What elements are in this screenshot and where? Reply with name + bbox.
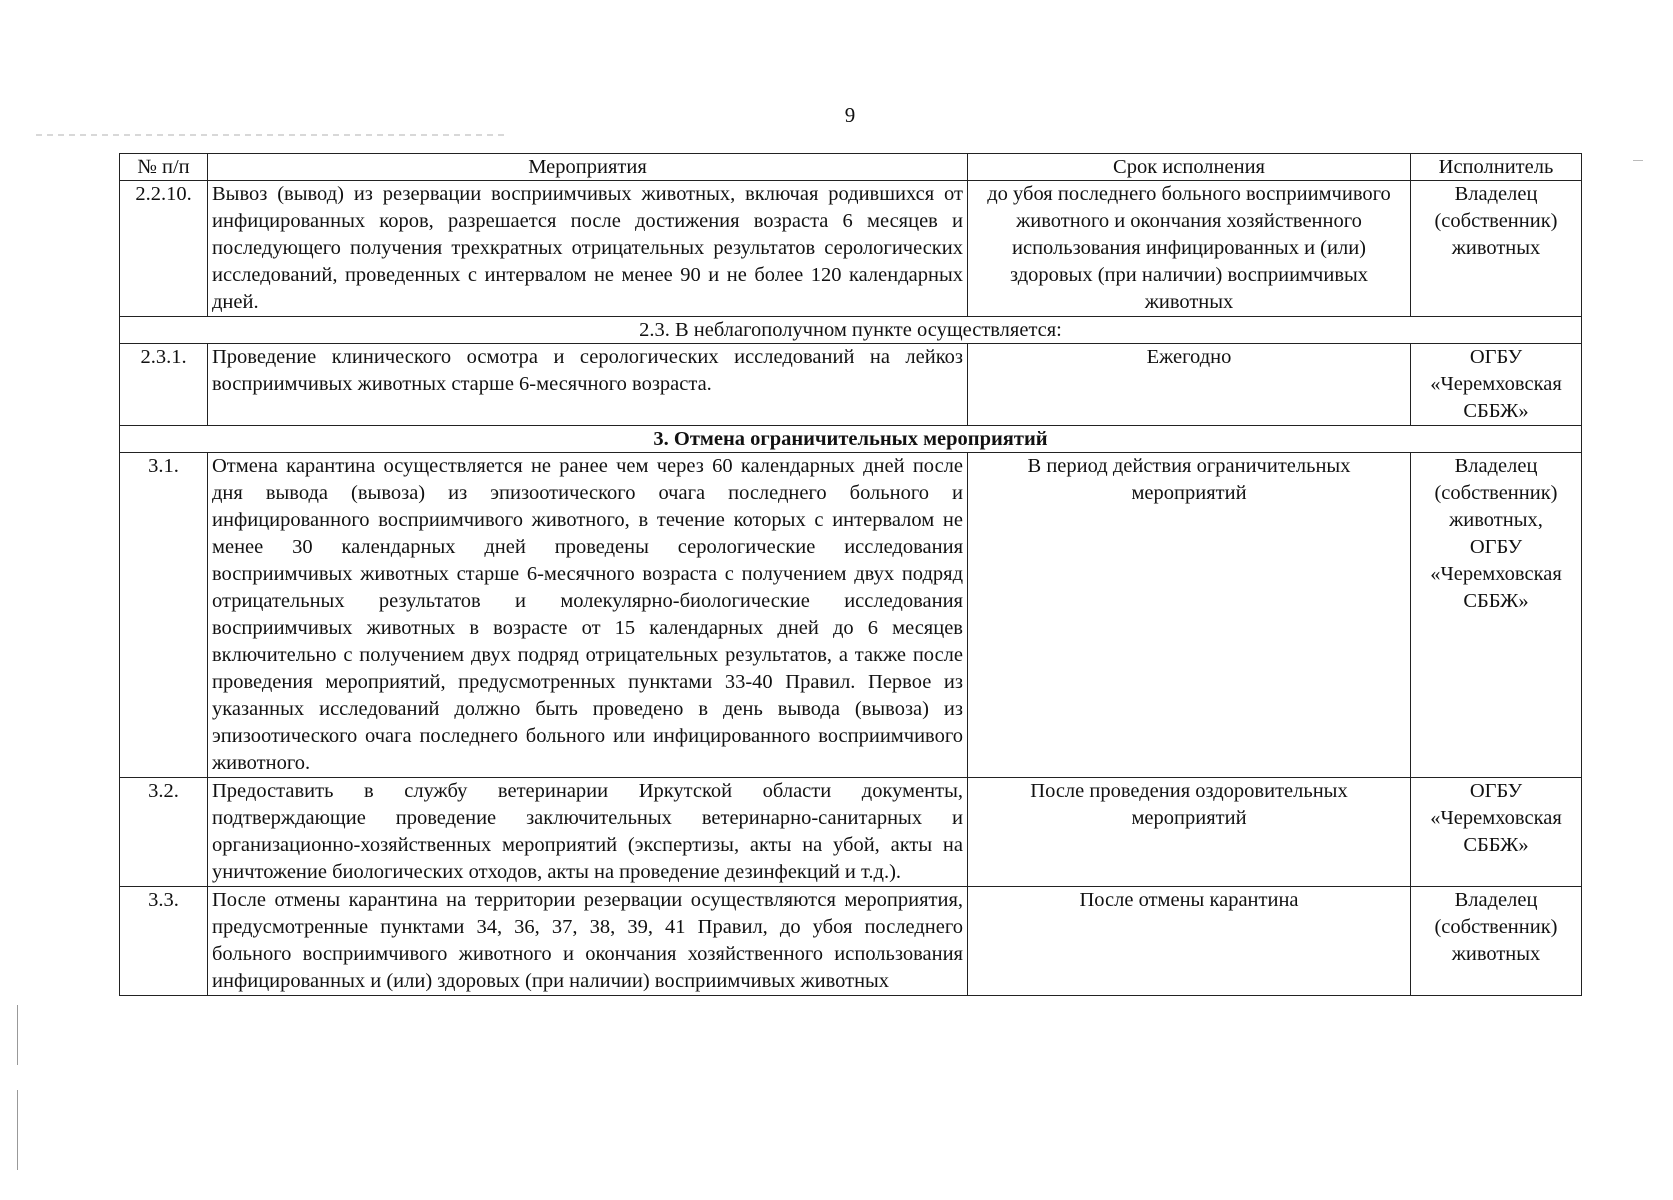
section-row bbox=[120, 317, 1582, 344]
item-term: После отмены карантина bbox=[968, 887, 1411, 996]
executor-line: животных, bbox=[1449, 509, 1543, 531]
section-row bbox=[120, 426, 1582, 453]
table-row bbox=[120, 344, 1582, 426]
item-term: После проведения оздоровительных мероприятий bbox=[968, 778, 1411, 887]
executor-line: животных bbox=[1451, 943, 1541, 965]
table-row bbox=[120, 453, 1582, 778]
item-term: до убоя последнего больного восприимчивого животного и окончания хозяйственного использования инфицированных и (или) здоровых (при наличии) восприимчивых животных bbox=[968, 181, 1411, 317]
executor-line: Владелец bbox=[1454, 183, 1538, 205]
table-row bbox=[120, 887, 1582, 996]
item-number: 3.1. bbox=[120, 453, 208, 778]
executor-line: СББЖ» bbox=[1463, 400, 1529, 422]
item-activity: Предоставить в службу ветеринарии Иркутской области документы, подтверждающие проведение заключительных ветеринарно-санитарных и организационно-хозяйственных мероприятий (экспертизы, акты на убой, акты на уничтожение биологических отходов, акты на проведение дезинфекций и т.д.). bbox=[208, 778, 968, 887]
item-number: 3.2. bbox=[120, 778, 208, 887]
executor-line: «Черемховская bbox=[1430, 807, 1562, 829]
scan-edge-mark bbox=[17, 1005, 18, 1065]
executor-line: ОГБУ bbox=[1469, 536, 1523, 558]
executor-line: (собственник) bbox=[1434, 916, 1558, 938]
measures-table bbox=[119, 153, 1582, 996]
item-executor bbox=[1411, 453, 1582, 778]
item-activity: Отмена карантина осуществляется не ранее чем через 60 календарных дней после дня вывода (вывоза) из эпизоотического очага последнего больного и инфицированного восприимчивого животного, в течение которых с интервалом не менее 30 календарных дней проведены серологические исследования восприимчивых животных старше 6-месячного возраста с получением двух подряд отрицательных результатов и молекулярно-биологические исследования восприимчивых животных в возрасте от 15 календарных дней до 6 месяцев включительно с получением двух подряд отрицательных результатов, а также после проведения мероприятий, предусмотренных пунктами 33-40 Правил. Первое из указанных исследований должно быть проведено в день вывода (вывоза) из эпизоотического очага последнего больного или инфицированного восприимчивого животного. bbox=[208, 453, 968, 778]
item-executor bbox=[1411, 887, 1582, 996]
executor-line: животных bbox=[1451, 237, 1541, 259]
executor-line: (собственник) bbox=[1434, 482, 1558, 504]
header-executor: Исполнитель bbox=[1411, 154, 1582, 181]
item-activity: Проведение клинического осмотра и серологических исследований на лейкоз восприимчивых животных старше 6-месячного возраста. bbox=[208, 344, 968, 426]
item-executor bbox=[1411, 181, 1582, 317]
executor-line: СББЖ» bbox=[1463, 834, 1529, 856]
table-header-row bbox=[120, 154, 1582, 181]
table-row bbox=[120, 181, 1582, 317]
executor-line: ОГБУ bbox=[1469, 780, 1523, 802]
executor-line: (собственник) bbox=[1434, 210, 1558, 232]
item-executor bbox=[1411, 778, 1582, 887]
executor-line: СББЖ» bbox=[1463, 590, 1529, 612]
scan-edge-mark bbox=[17, 1090, 18, 1170]
item-activity: Вывоз (вывод) из резервации восприимчивых животных, включая родившихся от инфицированных коров, разрешается после достижения возраста 6 месяцев и последующего получения трехкратных отрицательных результатов серологических исследований, проведенных с интервалом не менее 90 и не более 120 календарных дней. bbox=[208, 181, 968, 317]
item-term: Ежегодно bbox=[968, 344, 1411, 426]
item-executor bbox=[1411, 344, 1582, 426]
item-activity: После отмены карантина на территории резервации осуществляются мероприятия, предусмотренные пунктами 34, 36, 37, 38, 39, 41 Правил, до убоя последнего больного восприимчивого животного и окончания хозяйственного использования инфицированных и (или) здоровых (при наличии) восприимчивых животных bbox=[208, 887, 968, 996]
item-number: 3.3. bbox=[120, 887, 208, 996]
header-term: Срок исполнения bbox=[968, 154, 1411, 181]
executor-line: Владелец bbox=[1454, 889, 1538, 911]
section-heading: 2.3. В неблагополучном пункте осуществляется: bbox=[120, 317, 1582, 344]
section-heading: 3. Отмена ограничительных мероприятий bbox=[120, 426, 1582, 453]
executor-line: Владелец bbox=[1454, 455, 1538, 477]
scan-artifact bbox=[36, 134, 506, 136]
executor-line: «Черемховская bbox=[1430, 373, 1562, 395]
header-activity: Мероприятия bbox=[208, 154, 968, 181]
item-number: 2.2.10. bbox=[120, 181, 208, 317]
executor-line: ОГБУ bbox=[1469, 346, 1523, 368]
page-number: 9 bbox=[844, 103, 856, 127]
executor-line: «Черемховская bbox=[1430, 563, 1562, 585]
item-number: 2.3.1. bbox=[120, 344, 208, 426]
table-row bbox=[120, 778, 1582, 887]
scan-artifact bbox=[1633, 160, 1643, 161]
header-num: № п/п bbox=[120, 154, 208, 181]
item-term: В период действия ограничительных мероприятий bbox=[968, 453, 1411, 778]
